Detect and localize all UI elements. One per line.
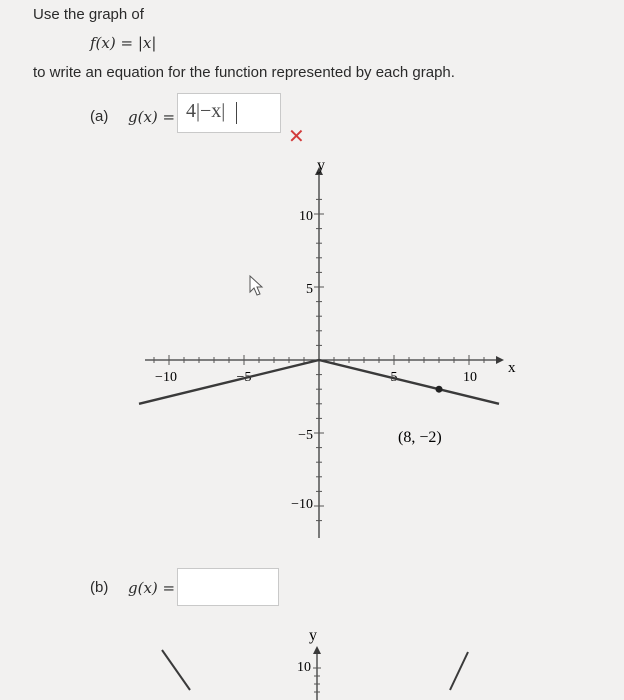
text-caret bbox=[236, 102, 237, 124]
mouse-cursor-icon bbox=[250, 276, 262, 295]
y-tick-label-5: 5 bbox=[306, 282, 313, 297]
part-a-prefix: g(x) = bbox=[128, 108, 176, 126]
x-axis-label: x bbox=[508, 360, 516, 376]
part-b-prefix: g(x) = bbox=[128, 579, 176, 597]
part-a-label: (a) bbox=[90, 108, 109, 125]
graph-b-right-branch bbox=[450, 652, 468, 690]
part-a-answer-input[interactable] bbox=[177, 93, 281, 133]
y-tick-label-neg10: −10 bbox=[291, 497, 313, 512]
part-b-label: (b) bbox=[90, 579, 109, 596]
y-axis-label: y bbox=[317, 157, 325, 174]
x-tick-label-10: 10 bbox=[463, 370, 477, 385]
prompt-instruction: to write an equation for the function represented by each graph. bbox=[33, 64, 455, 81]
cross-icon: ✕ bbox=[288, 124, 305, 148]
graph-a bbox=[0, 150, 624, 550]
part-a-answer-text: 4|−x| bbox=[186, 100, 226, 122]
x-axis-arrow bbox=[496, 356, 504, 364]
y-tick-label-neg5: −5 bbox=[298, 428, 313, 443]
part-b-answer-input[interactable] bbox=[177, 568, 279, 606]
y-tick-label-10: 10 bbox=[299, 209, 313, 224]
x-tick-label-5: 5 bbox=[390, 370, 398, 385]
point-label: (8, −2) bbox=[398, 429, 442, 446]
function-definition: f(x) = |x| bbox=[90, 34, 157, 52]
graph-b-y-axis-label: y bbox=[309, 627, 317, 644]
x-tick-label-neg5: −5 bbox=[236, 370, 252, 385]
x-tick-label-neg10: −10 bbox=[155, 370, 177, 385]
highlighted-point bbox=[436, 386, 443, 393]
prompt-intro: Use the graph of bbox=[33, 6, 144, 23]
graph-b bbox=[0, 618, 624, 700]
graph-b-left-branch bbox=[162, 650, 190, 690]
graph-b-y-tick-label-10: 10 bbox=[297, 660, 311, 675]
